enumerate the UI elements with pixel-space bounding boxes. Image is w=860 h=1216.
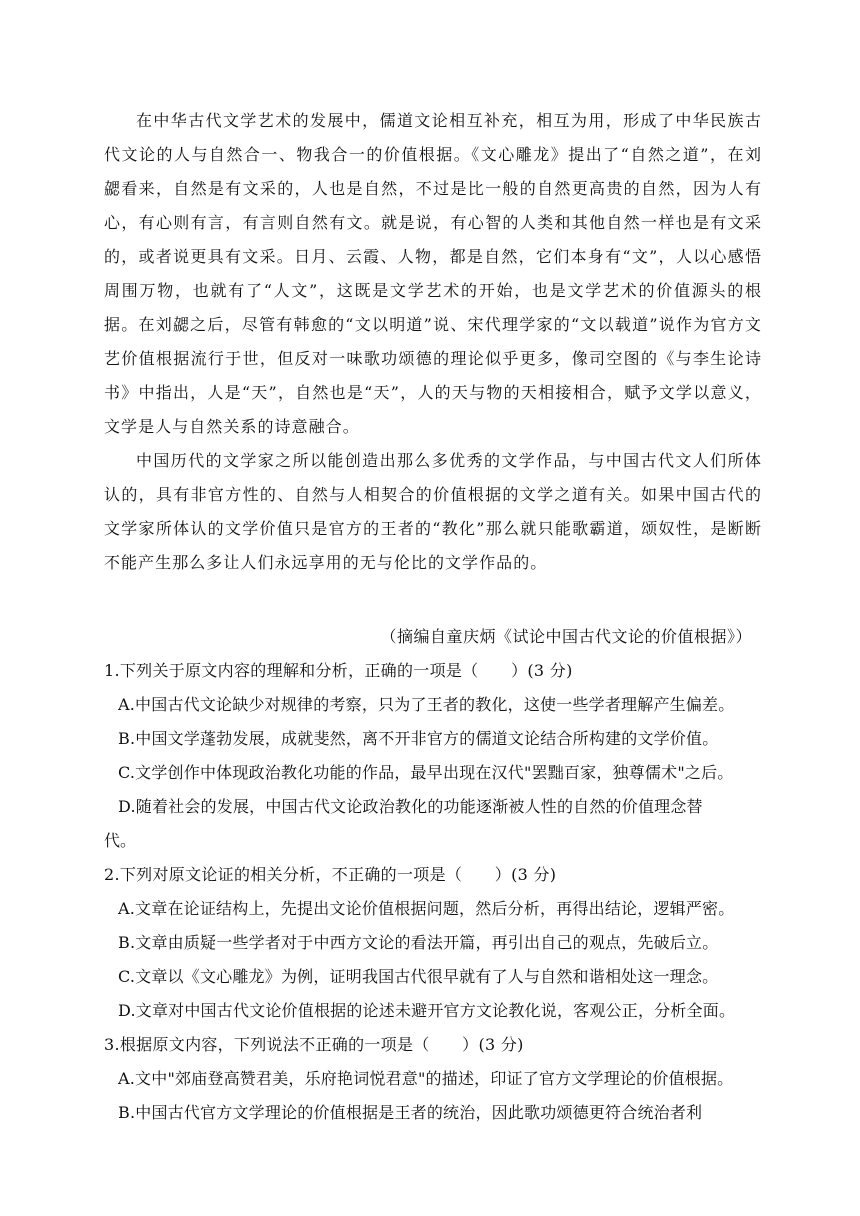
option-a: A.中国古代文论缺少对规律的考察，只为了王者的教化，这使一些学者理解产生偏差。 — [118, 695, 735, 714]
option-a: A.文章在论证结构上，先提出文论价值根据问题，然后分析，再得出结论，逻辑严密。 — [118, 899, 735, 918]
question-3 — [104, 1028, 762, 1130]
option-b: B.文章由质疑一些学者对于中西方文论的看法开篇，再引出自己的观点，先破后立。 — [118, 933, 719, 952]
document-page — [104, 104, 762, 1130]
option-c: C.文章以《文心雕龙》为例，证明我国古代很早就有了人与自然和谐相处这一理念。 — [118, 967, 719, 986]
question-2 — [104, 858, 762, 1028]
option-b: B.中国文学蓬勃发展，成就斐然，离不开非官方的儒道文论结合所构建的文学价值。 — [118, 729, 719, 748]
option-d-continuation: 代。 — [104, 831, 137, 850]
question-stem: 1.下列关于原文内容的理解和分析，正确的一项是（ ）(3 分) — [104, 661, 573, 680]
option-c: C.文学创作中体现政治教化功能的作品，最早出现在汉代"罢黜百家，独尊儒术"之后。 — [118, 763, 734, 782]
question-1 — [104, 654, 762, 858]
spacer — [104, 580, 762, 620]
option-a: A.文中"郊庙登高赞君美，乐府艳词悦君意"的描述，印证了官方文学理论的价值根据。 — [118, 1069, 734, 1088]
source-citation: （摘编自童庆炳《试论中国古代文论的价值根据》） — [380, 627, 752, 646]
option-d: D.文章对中国古代文论价值根据的论述未避开官方文论教化说，客观公正，分析全面。 — [118, 1001, 736, 1020]
option-d: D.随着社会的发展，中国古代文论政治教化的功能逐渐被人性的自然的价值理念替 — [118, 797, 703, 816]
question-stem: 3.根据原文内容，下列说法不正确的一项是（ ）(3 分) — [104, 1035, 524, 1054]
option-b: B.中国古代官方文学理论的价值根据是王者的统治，因此歌功颂德更符合统治者利 — [118, 1103, 703, 1122]
passage-paragraph-2: 中国历代的文学家之所以能创造出那么多优秀的文学作品，与中国古代文人们所体认的，具有非官方性的、自然与人相契合的价值根据的文学之道有关。如果中国古代的文学家所体认的文学价值只是官方的王者的“教化”那么就只能歌霸道，颂奴性，是断断不能产生那么多让人们永远享用的无与伦比的文学作品的。 — [104, 451, 762, 572]
question-stem: 2.下列对原文论证的相关分析，不正确的一项是（ ）(3 分) — [104, 865, 557, 884]
passage-paragraph-1: 在中华古代文学艺术的发展中，儒道文论相互补充，相互为用，形成了中华民族古代文论的人与自然合一、物我合一的价值根据。《文心雕龙》提出了“自然之道”，在刘勰看来，自然是有文采的，人也是自然，不过是比一般的自然更高贵的自然，因为人有心，有心则有言，有言则自然有文。就是说，有心智的人类和其他自然一样也是有文采的，或者说更具有文采。日月、云霞、人物，都是自然，它们本身有“文”，人以心感悟周围万物，也就有了“人文”，这既是文学艺术的开始，也是文学艺术的价值源头的根据。在刘勰之后，尽管有韩愈的“文以明道”说、宋代理学家的“文以载道”说作为官方文艺价值根据流行于世，但反对一味歌功颂德的理论似乎更多，像司空图的《与李生论诗书》中指出，人是“天”，自然也是“天”，人的天与物的天相接相合，赋予文学以意义，文学是人与自然关系的诗意融合。 — [104, 111, 762, 436]
